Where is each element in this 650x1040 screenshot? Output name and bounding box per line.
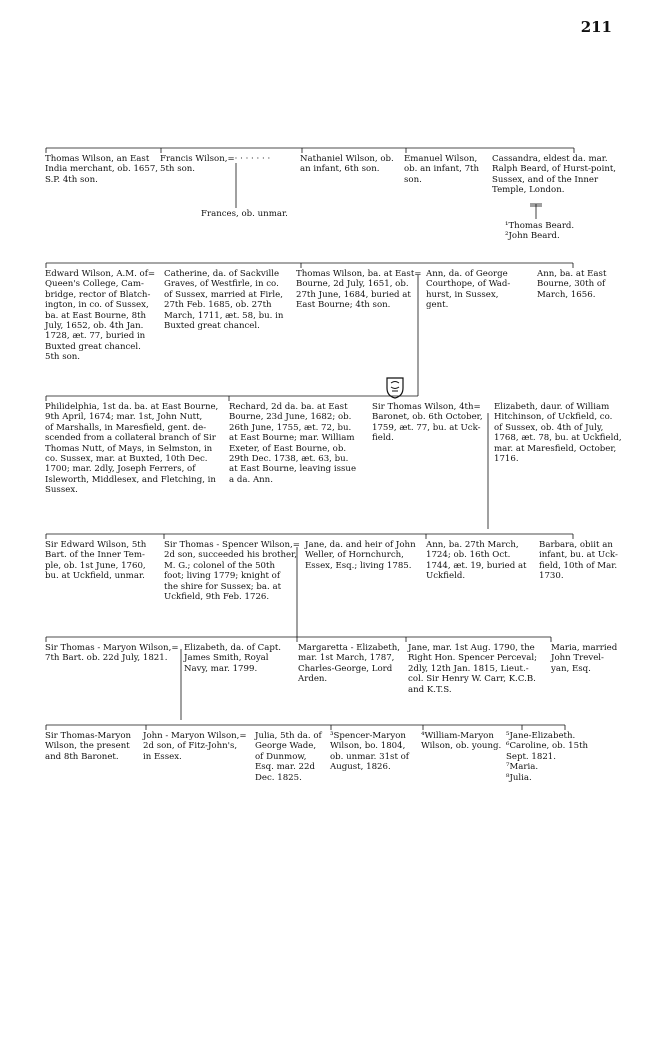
sir-edward-wilson: Sir Edward Wilson, 5th Bart. of the Inner Tem- ple, ob. 1st June, 1760, bu. at Uckfield, unmar.: [45, 540, 147, 582]
cassandra-wilson: Cassandra, eldest da. mar. Ralph Beard, of Hurst-point, Sussex, and of the Inner Temple, London.: [492, 154, 617, 196]
nathaniel-wilson: Nathaniel Wilson, ob. an infant, 6th son.: [300, 154, 394, 175]
rechard-wilson: Rechard, 2d da. ba. at East Bourne, 23d June, 1682; ob. 26th June, 1755, æt. 72, bu. at East Bourne; mar. William Exeter, of East Bourne, ob. 29th Dec. 1738, æt. 63, bu. at East Bourne, leaving issue a da. Ann.: [229, 402, 357, 485]
ann-courthope: Ann, da. of George Courthope, of Wad- hurst, in Sussex, gent.: [426, 269, 511, 311]
jane-weller: Jane, da. and heir of John Weller, of Hornchurch, Essex, Esq.; living 1785.: [305, 540, 416, 571]
philidelphia-wilson: Philidelphia, 1st da. ba. at East Bourne, 9th April, 1674; mar. 1st, John Nutt, of Marshalls, in Maresfield, gent. de- scended from a collateral branch of Sir Thomas Nutt, of Mays, in Selmston, in co. Sussex, mar. at Buxted, 10th Dec. 1700; mar. 2dly, Joseph Ferrers, of Isleworth, Middlesex, and Fletching, in Sussex.: [45, 402, 219, 496]
beard-children: ¹Thomas Beard. ²John Beard.: [505, 221, 575, 242]
sir-thomas-maryon-wilson-7th: Sir Thomas - Maryon Wilson,= 7th Bart. ob. 22d July, 1821.: [45, 643, 179, 664]
john-maryon-wilson: John - Maryon Wilson,= 2d son, of Fitz-John's, in Essex.: [143, 731, 247, 762]
sir-thomas-spencer-wilson: Sir Thomas - Spencer Wilson,= 2d son, succeeded his brother, M. G.; colonel of the 50th foot; living 1779; knight of the shire for Sussex; ba. at Uckfield, 9th Feb. 1726.: [164, 540, 300, 603]
younger-daughters: ⁵Jane-Elizabeth. ⁶Caroline, ob. 15th Sept. 1821. ⁷Maria. ⁸Julia.: [506, 731, 589, 783]
spencer-maryon-wilson: ³Spencer-Maryon Wilson, bo. 1804, ob. unmar. 31st of August, 1826.: [330, 731, 409, 773]
thomas-wilson-4th-son: Thomas Wilson, ba. at East= Bourne, 2d July, 1651, ob. 27th June, 1684, buried at East Bourne; 4th son.: [296, 269, 422, 311]
francis-wilson: Francis Wilson,=· · · · · · · 5th son.: [160, 154, 271, 175]
thomas-wilson-merchant: Thomas Wilson, an East India merchant, ob. 1657, S.P. 4th son.: [45, 154, 159, 185]
coat-of-arms-icon: [386, 377, 404, 399]
elizabeth-hitchinson: Elizabeth, daur. of William Hitchinson, of Uckfield, co. of Sussex, ob. 4th of July, 1768, æt. 78, bu. at Uckfield, mar. at Maresfield, October, 1716.: [494, 402, 622, 465]
catherine-graves: Catherine, da. of Sackville Graves, of Westfirle, in co. of Sussex, married at Firle, 27th Feb. 1685, ob. 27th March, 1711, æt. 58, bu. in Buxted great chancel.: [164, 269, 284, 332]
edward-wilson: Edward Wilson, A.M. of= Queen's College, Cam- bridge, rector of Blatch- ington, in co. of Sussex, ba. at East Bourne, 8th July, 1652, ob. 4th Jan. 1728, æt. 77, buried in Buxted great chancel. 5th son.: [45, 269, 156, 363]
elizabeth-smith: Elizabeth, da. of Capt. James Smith, Royal Navy, mar. 1799.: [184, 643, 282, 674]
maria-trevelyan: Maria, married John Trevel- yan, Esq.: [551, 643, 618, 674]
frances-wilson: Frances, ob. unmar.: [201, 209, 288, 219]
page-number: 211: [580, 18, 612, 36]
sir-thomas-wilson-4th-baronet: Sir Thomas Wilson, 4th= Baronet, ob. 6th October, 1759, æt. 77, bu. at Uck- field.: [372, 402, 483, 444]
julia-wade: Julia, 5th da. of George Wade, of Dunmow, Esq. mar. 22d Dec. 1825.: [255, 731, 322, 783]
sir-thomas-maryon-wilson-8th: Sir Thomas-Maryon Wilson, the present and 8th Baronet.: [45, 731, 132, 762]
ann-wilson: Ann, ba. at East Bourne, 30th of March, 1656.: [537, 269, 607, 300]
ann-wilson-1724: Ann, ba. 27th March, 1724; ob. 16th Oct. 1744, æt. 19, buried at Uckfield.: [426, 540, 527, 582]
william-maryon-wilson: ⁴William-Maryon Wilson, ob. young.: [421, 731, 502, 752]
barbara-wilson: Barbara, obiit an infant, bu. at Uck- field, 10th of Mar. 1730.: [539, 540, 618, 582]
jane-wilson-perceval: Jane, mar. 1st Aug. 1790, the Right Hon. Spencer Perceval; 2dly, 12th Jan. 1815, Lieut.- col. Sir Henry W. Carr, K.C.B. and K.T.S.: [408, 643, 537, 695]
emanuel-wilson: Emanuel Wilson, ob. an infant, 7th son.: [404, 154, 480, 185]
margaretta-elizabeth: Margaretta - Elizabeth, mar. 1st March, 1787, Charles-George, Lord Arden.: [298, 643, 400, 685]
